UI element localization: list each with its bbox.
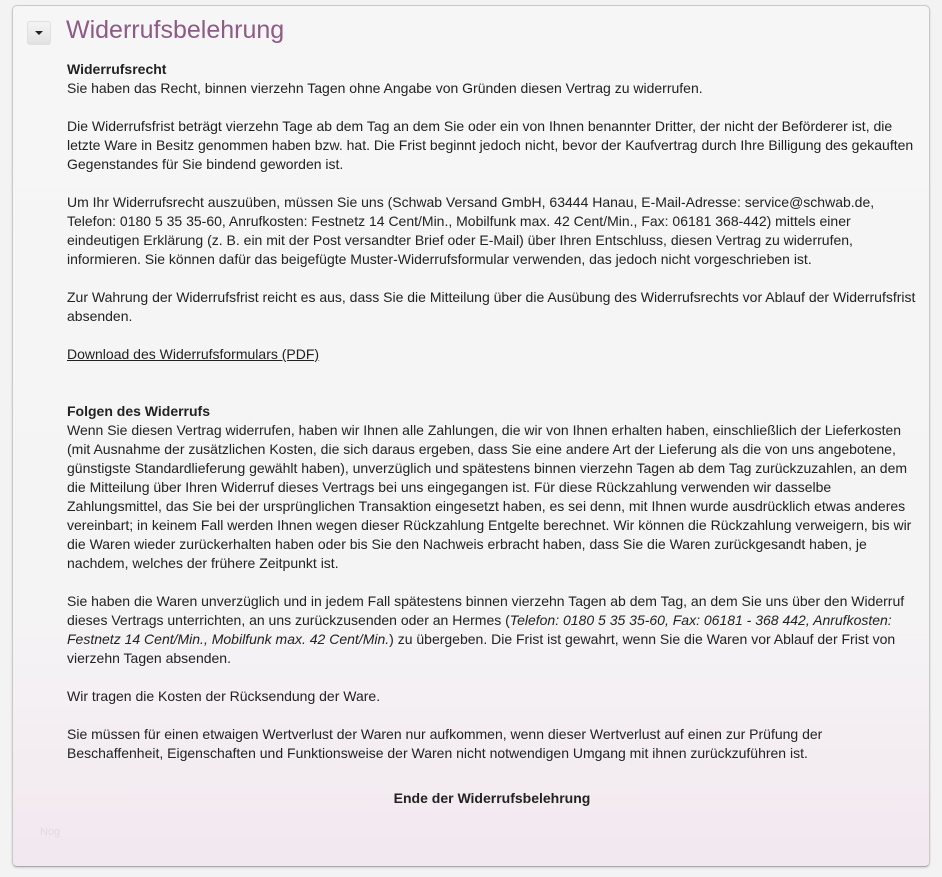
paragraph: Wir tragen die Kosten der Rücksendung der Ware. — [67, 688, 381, 704]
section-heading-folgen: Folgen des Widerrufs — [67, 403, 211, 419]
hermes-contact: Telefon: 0180 5 35 35-60, Fax: 06181 - 368 442, Anrufkosten: Festnetz 14 Cent/Min., Mobilfunk max. 42 Cent/Min. — [67, 612, 892, 647]
faint-text: Nog — [40, 826, 61, 838]
download-form-link[interactable]: Download des Widerrufsformulars (PDF) — [67, 346, 320, 362]
paragraph: Zur Wahrung der Widerrufsfrist reicht es aus, dass Sie die Mitteilung über die Ausübung des Widerrufsrechts vor Ablauf der Widerrufsfrist absenden. — [67, 289, 916, 324]
end-label: Ende der Widerrufsbelehrung — [393, 790, 591, 806]
widerruf-panel — [12, 5, 930, 867]
text: Sie haben die Waren unverzüglich und in jedem Fall spätestens binnen vierzehn Tagen ab dem Tag, an dem Sie uns über den Widerruf dieses Vertrags unterrichten, an uns zurückzusenden oder an Hermes ( — [67, 593, 905, 628]
paragraph: Die Widerrufsfrist beträgt vierzehn Tage ab dem Tag an dem Sie oder ein von Ihnen benannter Dritter, der nicht der Beförderer ist, die letzte Ware in Besitz genommen haben bzw. hat. Die Frist beginnt jedoch nicht, bevor der Kaufvertrag durch Ihre Billigung des gekauften Gegenstandes für Sie bindend geworden ist. — [67, 118, 914, 172]
paragraph: Sie haben das Recht, binnen vierzehn Tagen ohne Angabe von Gründen diesen Vertrag zu widerrufen. — [67, 80, 703, 96]
panel-content — [67, 60, 917, 808]
paragraph — [67, 592, 917, 668]
text: ) zu übergeben. Die Frist ist gewahrt, wenn Sie die Waren vor Ablauf der Frist von vierzehn Tagen absenden. — [67, 631, 896, 666]
paragraph: Um Ihr Widerrufsrecht auszuüben, müssen Sie uns (Schwab Versand GmbH, 63444 Hanau, E-Mail-Adresse: service@schwab.de, Telefon: 0180 5 35 35-60, Anrufkosten: Festnetz 14 Cent/Min., Mobilfunk max. 42 Cent/Min., Fax: 06181 368-442) mittels einer eindeutigen Erklärung (z. B. ein mit der Post versandter Brief oder E-Mail) über Ihren Entschluss, diesen Vertrag zu widerrufen, informieren. Sie können dafür das beigefügte Muster-Widerrufsformular verwenden, das jedoch nicht vorgeschrieben ist. — [67, 194, 875, 267]
paragraph: Sie müssen für einen etwaigen Wertverlust der Waren nur aufkommen, wenn dieser Wertverlust auf einen zur Prüfung der Beschaffenheit, Eigenschaften und Funktionsweise der Waren nicht notwendigen Umgang mit ihnen zurückzuführen ist. — [67, 726, 823, 761]
paragraph: Wenn Sie diesen Vertrag widerrufen, haben wir Ihnen alle Zahlungen, die wir von Ihnen erhalten haben, einschließlich der Lieferkosten (mit Ausnahme der zusätzlichen Kosten, die sich daraus ergeben, dass Sie eine andere Art der Lieferung als die von uns angebotene, günstigste Standardlieferung gewählt haben), unverzüglich und spätestens binnen vierzehn Tagen ab dem Tag zurückzuzahlen, an dem die Mitteilung über Ihren Widerruf dieses Vertrags bei uns eingegangen ist. Für diese Rückzahlung verwenden wir dasselbe Zahlungsmittel, das Sie bei der ursprünglichen Transaktion eingesetzt haben, es sei denn, mit Ihnen wurde ausdrücklich etwas anderes vereinbart; in keinem Fall werden Ihnen wegen dieser Rückzahlung Entgelte berechnet. Wir können die Rückzahlung verweigern, bis wir die Waren wieder zurückerhalten haben oder bis Sie den Nachweis erbracht haben, dass Sie die Waren zurückgesandt haben, je nachdem, welches der frühere Zeitpunkt ist. — [67, 422, 912, 571]
section-heading-widerrufsrecht: Widerrufsrecht — [67, 61, 167, 77]
panel-title: Widerrufsbelehrung — [66, 16, 285, 44]
collapse-toggle-button[interactable] — [27, 21, 51, 45]
